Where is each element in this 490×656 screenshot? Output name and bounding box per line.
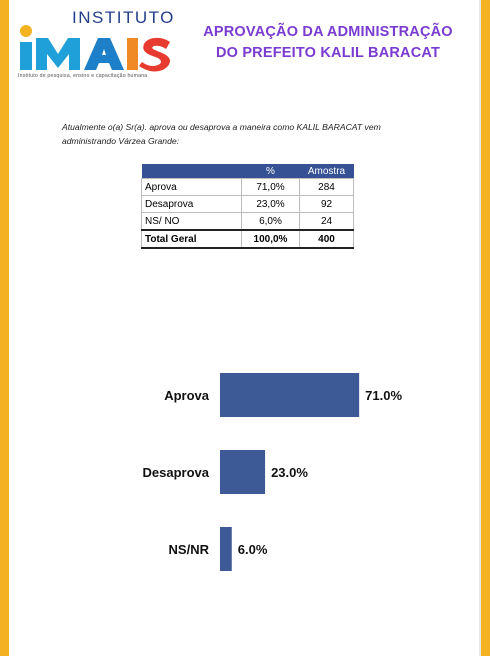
table-cell: 400 <box>300 230 354 248</box>
chart-svg <box>0 360 490 600</box>
table-cell: NS/ NO <box>142 213 242 231</box>
table-row <box>142 179 354 196</box>
table-cell: 24 <box>300 213 354 231</box>
instituto-mais-logo <box>14 6 194 86</box>
table-total-row <box>142 230 354 248</box>
bar-ns-nr <box>220 527 232 571</box>
title-line-1: APROVAÇÃO DA ADMINISTRAÇÃO <box>203 24 453 40</box>
survey-question: Atualmente o(a) Sr(a). aprova ou desaprova a maneira como KALIL BARACAT vem administrando Várzea Grande: <box>62 122 381 146</box>
category-label: Desaprova <box>142 465 209 480</box>
category-label: Aprova <box>164 388 209 403</box>
table-cell: 92 <box>300 196 354 213</box>
table-cell: 23,0% <box>242 196 300 213</box>
logo-mark-icon <box>14 18 184 76</box>
table-header-sample: Amostra <box>300 164 354 179</box>
table-header-empty <box>142 164 242 179</box>
table-cell: 71,0% <box>242 179 300 196</box>
logo-top-text: INSTITUTO <box>72 8 175 27</box>
value-label: 71.0% <box>365 388 403 403</box>
table-header-row <box>142 164 354 179</box>
title-line-2: DO PREFEITO KALIL BARACAT <box>215 45 441 61</box>
table-header-percent: % <box>242 164 300 179</box>
table-cell: 100,0% <box>242 230 300 248</box>
bar-desaprova <box>220 450 265 494</box>
table-cell: Aprova <box>142 179 242 196</box>
table-cell: Total Geral <box>142 230 242 248</box>
table-cell: Desaprova <box>142 196 242 213</box>
table-cell: 284 <box>300 179 354 196</box>
results-table <box>141 164 354 249</box>
value-label: 23.0% <box>271 465 308 480</box>
approval-bar-chart <box>0 360 490 600</box>
table-row <box>142 196 354 213</box>
bar-aprova <box>220 373 359 417</box>
logo-tagline: Instituto de pesquisa, ensino e capacitação humana <box>18 73 148 79</box>
value-label: 6.0% <box>237 542 268 557</box>
table-cell: 6,0% <box>242 213 300 231</box>
table-row <box>142 213 354 231</box>
category-label: NS/NR <box>168 542 209 557</box>
page-title <box>188 22 468 64</box>
